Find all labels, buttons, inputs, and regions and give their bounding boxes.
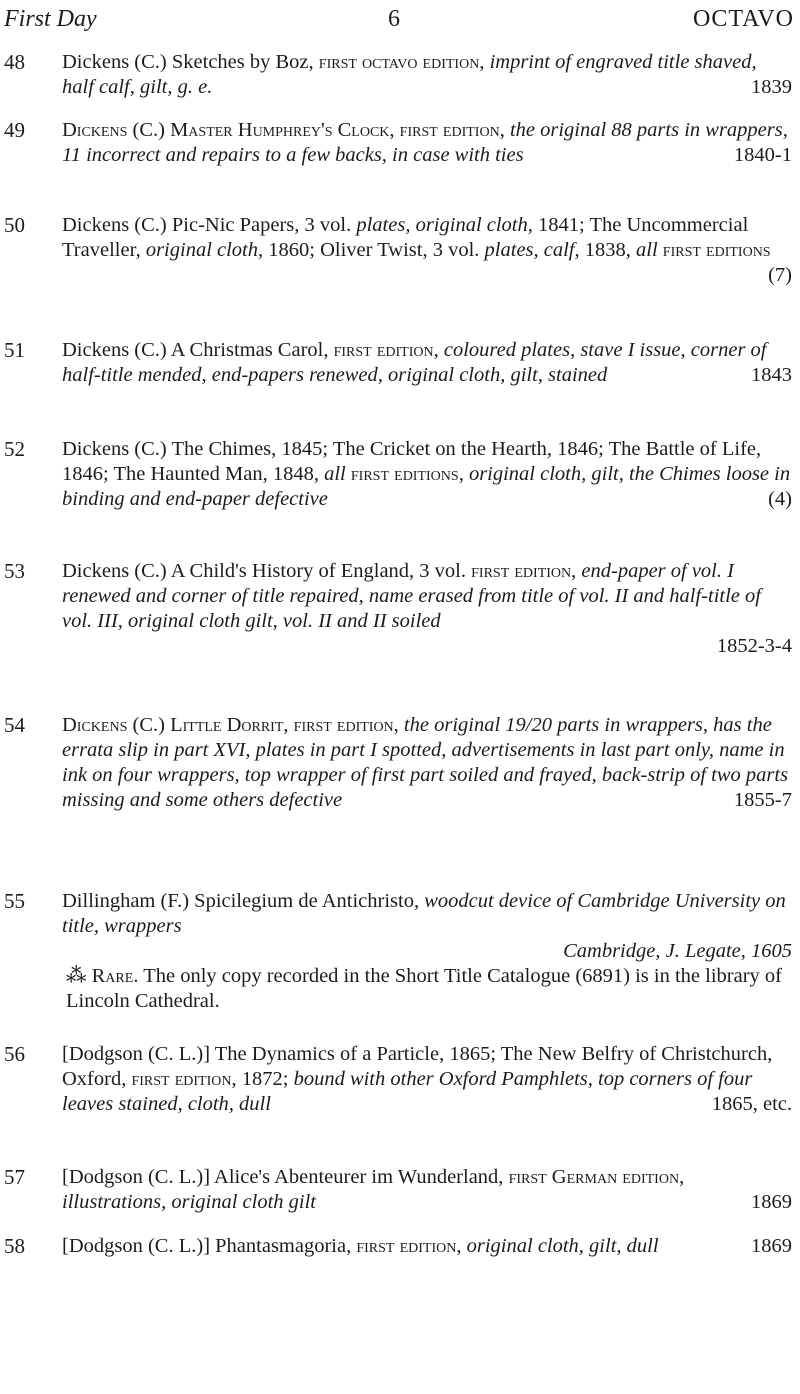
lot-number: 48 xyxy=(4,50,25,74)
lot-description: Dickens (C.) Pic-Nic Papers, 3 vol. plates, original cloth, 1841; The Uncommercial Traveller, original cloth, 1860; Oliver Twist, 3 vol. plates, calf, 1838, all first editions (7) xyxy=(62,214,792,286)
lot-description: Dickens (C.) A Child's History of England, 3 vol. first edition, end-paper of vol. I renewed and corner of title repaired, name erased from title of vol. II and half-title of vol. III, original cloth gilt, vol. II and II soiled 1852-3-4 xyxy=(62,560,792,657)
lot-number: 54 xyxy=(4,713,25,737)
lot-date: 1855-7 xyxy=(733,789,792,811)
lot-description: [Dodgson (C. L.)] Alice's Abenteurer im Wunderland, first German edition, illustrations, original cloth gilt 1869 xyxy=(62,1166,792,1213)
section-title: OCTAVO xyxy=(693,6,794,32)
lot-imprint: Cambridge, J. Legate, 1605 xyxy=(563,940,792,962)
asterism-mark: ⁂ xyxy=(66,965,87,987)
lot-date: (7) xyxy=(768,264,792,286)
running-head: First Day xyxy=(4,6,97,32)
lot-number: 58 xyxy=(4,1234,25,1258)
lot-description: Dickens (C.) Little Dorrit, first edition, the original 19/20 parts in wrappers, has the errata slip in part XVI, plates in part I spotted, advertisements in last part only, name in ink on four wrappers, top wrapper of first part soiled and frayed, back-strip of two parts missing and some others defective 1855-7 xyxy=(62,714,792,811)
lot-description: Dickens (C.) Sketches by Boz, first octavo edition, imprint of engraved title shaved, half calf, gilt, g. e. 1839 xyxy=(62,51,792,98)
lot-date: 1840-1 xyxy=(733,144,792,166)
lot-description: Dickens (C.) A Christmas Carol, first edition, coloured plates, stave I issue, corner of half-title mended, end-papers renewed, original cloth, gilt, stained 1843 xyxy=(62,339,792,386)
lot-number: 52 xyxy=(4,437,25,461)
lot-description: [Dodgson (C. L.)] Phantasmagoria, first edition, original cloth, gilt, dull 1869 xyxy=(62,1235,792,1257)
lot-date: 1869 xyxy=(751,1191,792,1213)
page-number: 6 xyxy=(388,6,400,32)
lot-description: Dickens (C.) The Chimes, 1845; The Cricket on the Hearth, 1846; The Battle of Life, 1846; The Haunted Man, 1848, all first editions, original cloth, gilt, the Chimes loose in binding and end-paper defective (4) xyxy=(62,438,792,510)
lot-number: 53 xyxy=(4,559,25,583)
lot-number: 51 xyxy=(4,338,25,362)
lot-date: 1869 xyxy=(751,1235,792,1257)
lot-number: 49 xyxy=(4,118,25,142)
lot-number: 57 xyxy=(4,1165,25,1189)
lot-date: 1852-3-4 xyxy=(716,635,792,657)
lot-description: [Dodgson (C. L.)] The Dynamics of a Particle, 1865; The New Belfry of Christchurch, Oxford, first edition, 1872; bound with other Oxford Pamphlets, top corners of four leaves stained, cloth, dull 1865, etc. xyxy=(62,1043,792,1115)
lot-number: 50 xyxy=(4,213,25,237)
lot-number: 56 xyxy=(4,1042,25,1066)
lot-description: Dillingham (F.) Spicilegium de Antichristo, woodcut device of Cambridge University on title, wrappers Cambridge, J. Legate, 1605 ⁂ Rare. The only copy recorded in the Short Title Catalogue (6891) is in the library of Lincoln Cathedral. xyxy=(62,890,792,1012)
lot-date: 1839 xyxy=(751,76,792,98)
lot-date: (4) xyxy=(768,488,792,510)
lot-description: Dickens (C.) Master Humphrey's Clock, first edition, the original 88 parts in wrappers, 11 incorrect and repairs to a few backs, in case with ties 1840-1 xyxy=(62,119,792,166)
lot-date: 1865, etc. xyxy=(711,1093,792,1115)
lot-number: 55 xyxy=(4,889,25,913)
lot-date: 1843 xyxy=(751,364,792,386)
page-header xyxy=(4,6,794,36)
